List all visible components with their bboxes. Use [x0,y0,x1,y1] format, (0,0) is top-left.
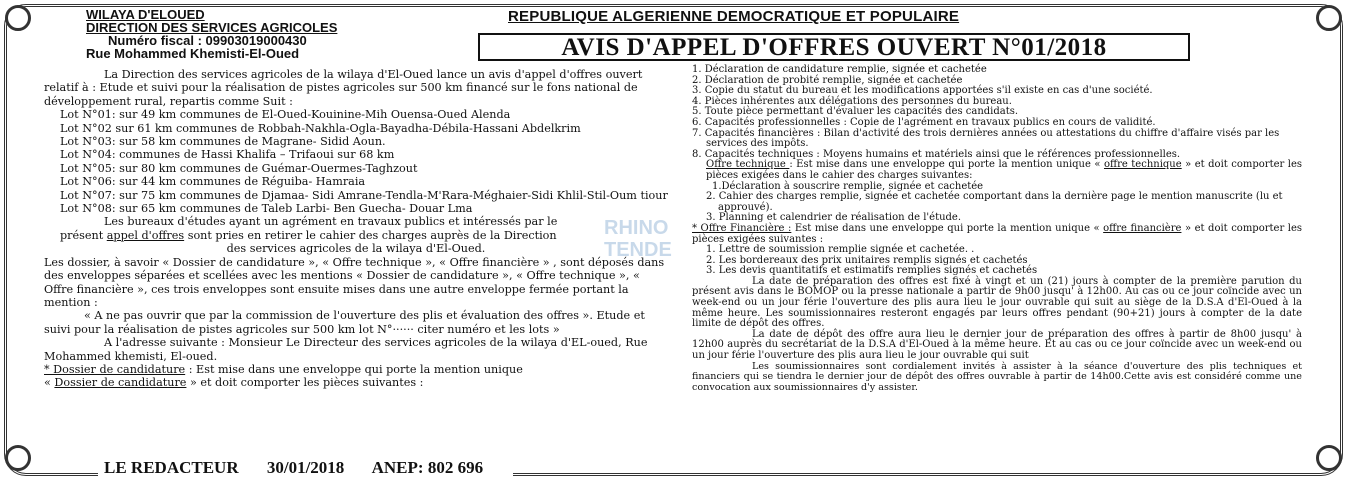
left-column [44,68,668,390]
tech-piece-item: 3. Planning et calendrier de réalisation de l'étude. [706,212,962,224]
frame-corner-ornament [5,445,31,471]
lot-item: Lot N°02 sur 61 km communes de Robbah-Nakhla-Ogla-Bayadha-Débila-Hassani Abdelkrim [60,121,581,135]
lot-item: Lot N°04: communes de Hassi Khalifa – Trifaoui sur 68 km [60,148,395,162]
right-column [692,65,1302,393]
lot-item: Lot N°06: sur 44 km communes de Réguiba- Hamraia [60,175,366,189]
candidature-piece-item: 1. Déclaration de candidature remplie, signée et cachetée [692,64,987,75]
footer-date: 30/01/2018 [266,458,345,477]
fin-piece-item: 1. Lettre de soumission remplie signée et cachetée. . [706,244,975,256]
candidature-reference: Dossier de candidature [54,376,187,390]
republic-heading: REPUBLIQUE ALGERIENNE DEMOCRATIQUE ET POPULAIRE [508,8,960,25]
candidature-piece-item: 3. Copie du statut du bureau et les modifications apportées s'il existe en cas d'une société. [692,85,1153,97]
intro-paragraph: La Direction des services agricoles de la wilaya d'El-Oued lance un avis d'appel d'offres ouvert relatif à : Etude et suivi pour la réalisation de pistes agricoles sur 500 km financé sur le fons national de développement rural, repartis comme Suit : [44,68,643,108]
dossier-paragraph: Les dossier, à savoir « Dossier de candidature », « Offre technique », « Offre financière » , sont déposés dans des enveloppes séparées et scellées avec les mentions « Dossier de candidature », « Offre technique », « Offre financière », ces trois enveloppes sont ensuite mises dans une autre enveloppe fermée portant la mention : [44,255,665,309]
text-span: sont pries en retirer le cahier des charges auprès de la Direction [184,228,557,242]
candidature-piece-item: 4. Pièces inhérentes aux délégations des personnes du bureau. [692,95,1012,107]
text-span: présent [60,228,107,242]
bureaux-line-2 [44,229,668,242]
lot-item: Lot N°07: sur 75 km communes de Djamaa- Sidi Amrane-Tendla-M'Rara-Méghaier-Sidi Khlil-Stil-Oum tiour [60,188,668,202]
frame-corner-ornament [5,5,31,31]
candidature-piece-item: 2. Déclaration de probité remplie, signée et cachetée [692,74,963,86]
watermark-text-1: RHINO [604,217,669,239]
issuer-fiscal-number: Numéro fiscal : 09903019000430 [108,33,307,48]
candidature-line-1 [44,363,668,376]
ouverture-paragraph: Les soumissionnaires sont cordialement invités à assister à la séance d'ouverture des plis techniques et financiers qui se tiendra le dernier jour de dépôt des offres ouvrable à partir de 14h00.Cette avis est considéré comme une convocation aux soumissionnaires d'y assister. [692,360,1302,393]
candidature-label: * Dossier de candidature [44,362,186,376]
text-span: » et doit comporter les pièces suivantes : [186,376,424,390]
candidature-line-2 [44,376,668,389]
lot-item: Lot N°01: sur 49 km communes de El-Oued-Kouinine-Mih Ouensa-Oued Alenda [60,108,511,122]
offre-technique-paragraph [692,160,1302,181]
issuer-direction: DIRECTION DES SERVICES AGRICOLES [86,20,338,35]
frame-corner-ornament [1316,5,1342,31]
lot-item: Lot N°05: sur 80 km communes de Guémar-Ouermes-Taghzout [60,161,418,175]
text-span: Est mise dans une enveloppe qui porte la mention unique « [791,222,1104,234]
footer-redacteur: LE REDACTEUR [104,458,239,477]
notice-title: AVIS D'APPEL D'OFFRES OUVERT N°01/2018 [478,33,1190,61]
offre-financiere-label: * Offre Financière : [692,222,792,234]
bureaux-line-3: des services agricoles de la wilaya d'El-Oued. [226,242,486,256]
candidature-piece-item: 7. Capacités financières : Bilan d'activité des trois dernières années ou attestations du chiffre d'affaire visés par les services des impôts. [692,127,1280,150]
candidature-piece-item: 5. Toute pièce permettant d'évaluer les capacités des candidats. [692,106,1019,118]
issuer-block [86,8,337,60]
offre-technique-reference: offre technique [1103,159,1182,171]
preparation-paragraph: La date de préparation des offres est fixé à vingt et un (21) jours à compter de la première parution du présent avis dans le BOMOP ou la presse nationale a partir de 9h00 jusqu' à 12h00. Au cas ou ce jour coïncide avec un week-end ou un jour férie l'ouverture des plis aura lieu le jour ouvrable qui suit au siège de la D.S.A d'El-Oued à la même heure. Les soumissionnaires resteront engagés par leurs offres pendant (90+21) jours à compter de la date limite de dépôt des offres. [692,275,1302,330]
text-span: : Est mise dans une enveloppe qui porte la mention unique « [789,159,1104,171]
text-span: « [44,376,55,390]
candidature-piece-item: 8. Capacités techniques : Moyens humains et matériels ainsi que le références professionnelles. [692,148,1181,160]
watermark-text-2: TENDE [604,239,672,261]
footer-signature [98,458,513,478]
offre-financiere-paragraph [692,224,1302,245]
issuer-wilaya: WILAYA D'ELOUED [86,7,205,22]
text-span: : Est mise dans une enveloppe qui porte la mention unique [188,362,523,376]
candidature-piece-item: 6. Capacités professionnelles : Copie de l'agrément en travaux publics en cours de validité. [692,116,1156,128]
lot-item: Lot N°08: sur 65 km communes de Taleb Larbi- Ben Guecha- Douar Lma [60,202,473,216]
fin-piece-item: 2. Les bordereaux des prix unitaires remplis signés et cachetés [706,254,1028,266]
footer-anep: ANEP: 802 696 [371,458,484,477]
bureaux-paragraph: Les bureaux d'études ayant un agrément en travaux publics et intéressés par le [104,215,558,229]
tech-piece-item: 2. Cahier des charges remplie, signée et cachetée comportant dans la dernière page le mention manuscrite (lu et approuvé). [706,191,1283,213]
offre-financiere-reference: offre financière [1103,222,1182,234]
lot-item: Lot N°03: sur 58 km communes de Magrane- Sidid Aoun. [60,135,386,149]
frame-corner-ornament [1316,445,1342,471]
text-span: » et doit comporter les pièces exigées suivantes : [692,222,1302,245]
appel-offres-reference: appel d'offres [106,228,185,242]
tech-piece-item: 1.Déclaration à souscrire remplie, signée et cachetée [712,180,984,192]
depot-paragraph: La date de dépôt des offre aura lieu le dernier jour de préparation des offres à partir de 8h00 jusqu' à 12h00 auprès du secrétariat de la D.S.A d'El-Oued à la même heure. Et au cas ou ce jour coïncide avec un week-end ou un jour férie l'ouverture des plis aura lieu le jour ouvrable qui suit [692,328,1302,362]
mention-paragraph: « A ne pas ouvrir que par la commission de l'ouverture des plis et évaluation des offres ». Etude et suivi pour la réalisation de pistes agricoles sur 500 km lot N°······ citer numéro et les lots » [44,309,645,336]
offre-technique-label: Offre technique [706,159,790,171]
text-span: » et doit comporter les pièces exigées dans le cahier des charges suivantes: [706,159,1303,181]
fin-piece-item: 3. Les devis quantitatifs et estimatifs remplies signés et cachetés [706,265,1038,277]
adresse-paragraph: A l'adresse suivante : Monsieur Le Directeur des services agricoles de la wilaya d'EL-oued, Rue Mohammed khemisti, El-oued. [44,336,648,363]
issuer-address: Rue Mohammed Khemisti-El-Oued [86,46,300,61]
